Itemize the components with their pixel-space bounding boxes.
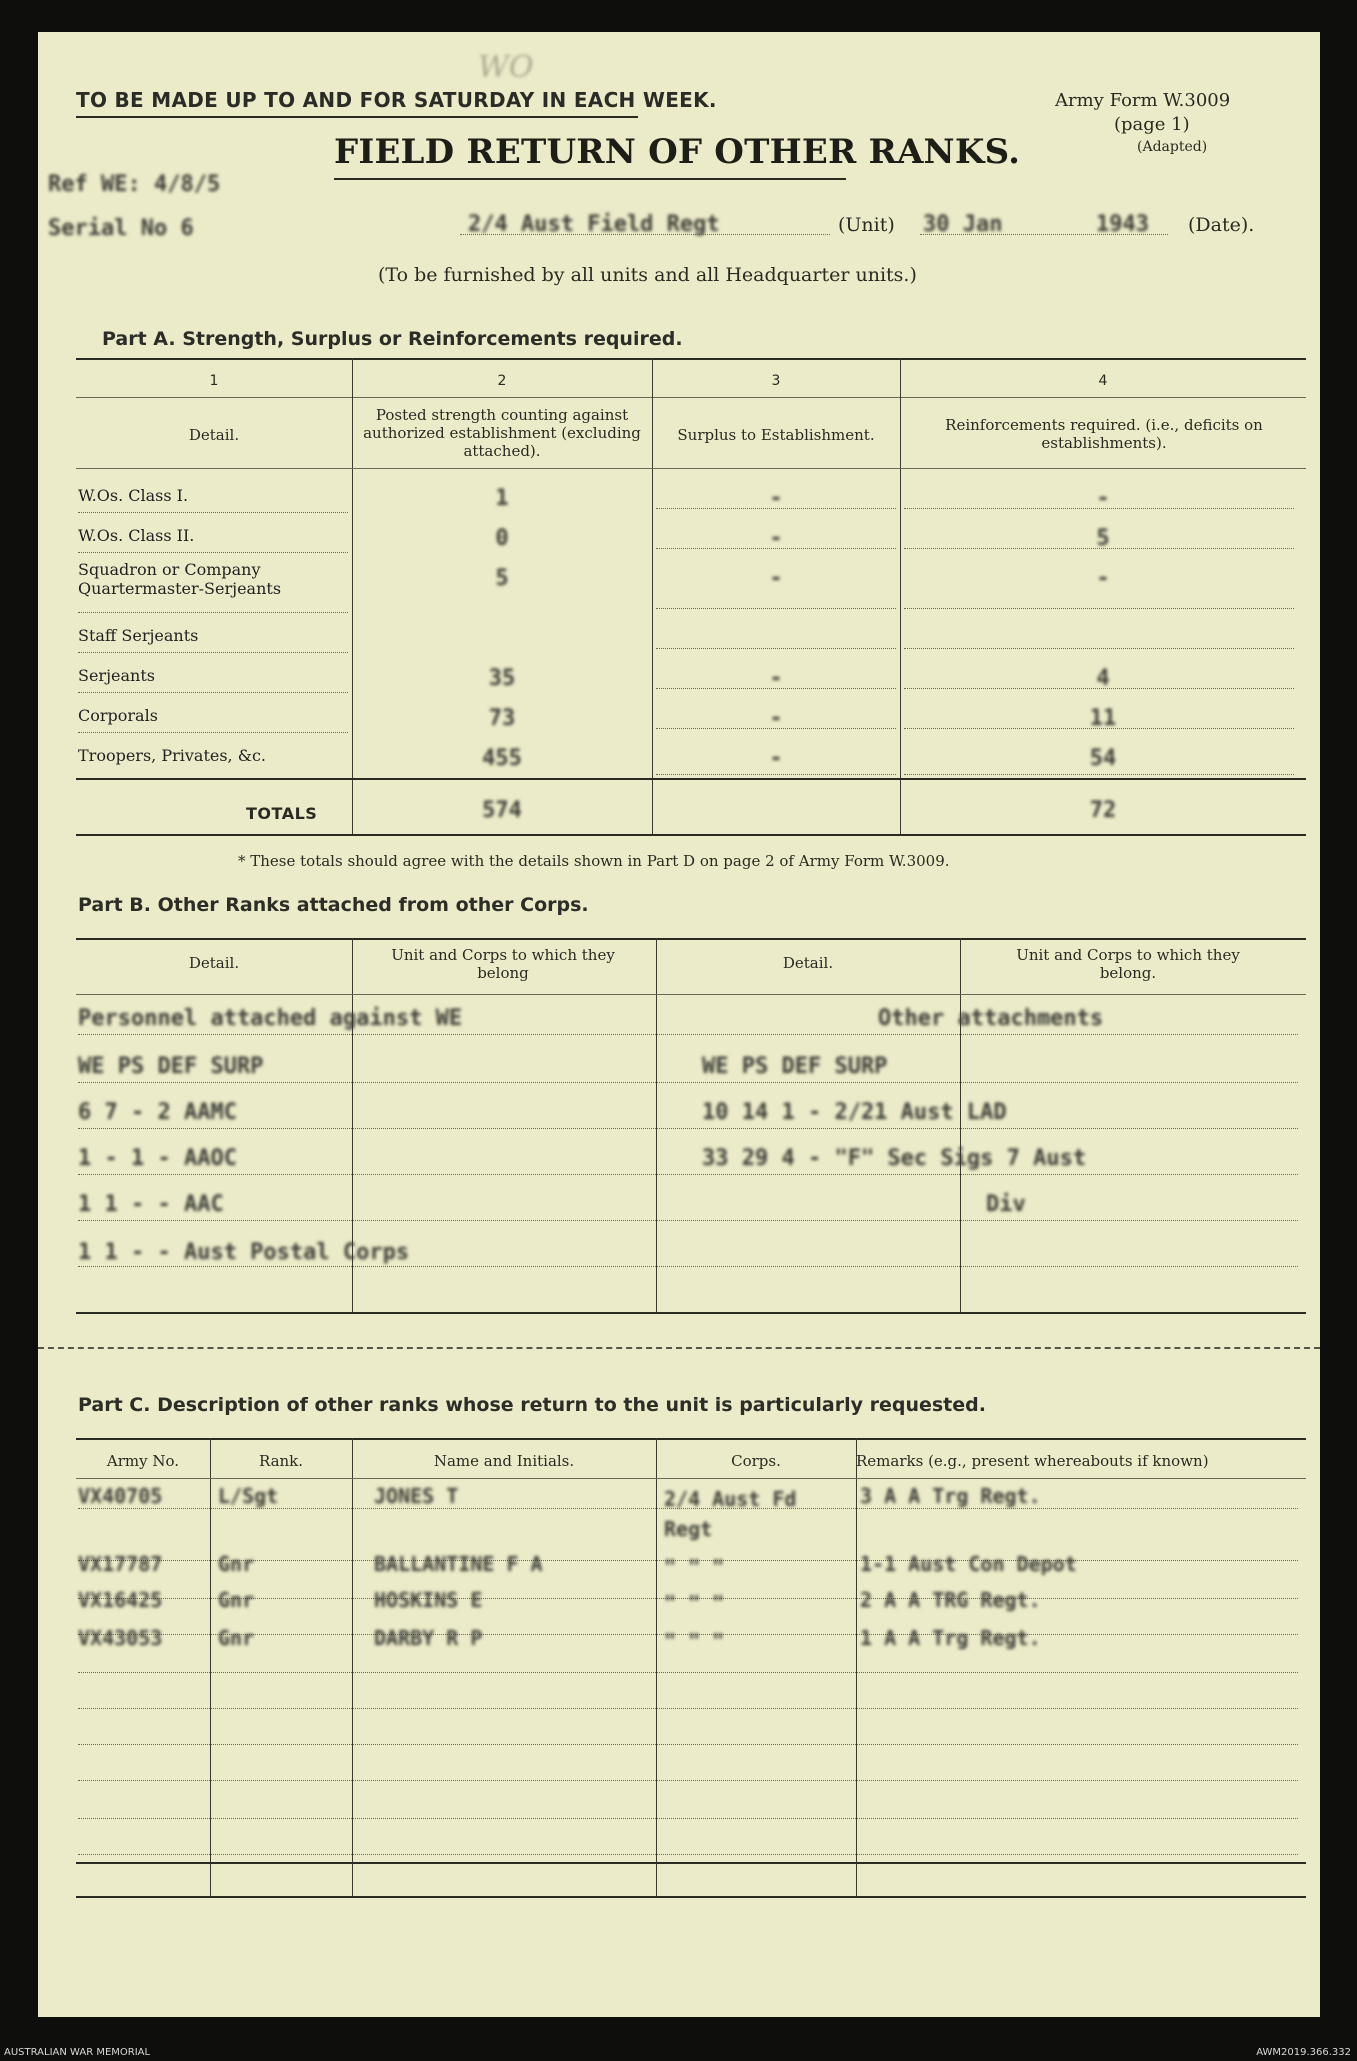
part-c-remarks: 1-1 Aust Con Depot: [860, 1552, 1077, 1576]
part-a-note: * These totals should agree with the details shown in Part D on page 2 of Army Form W.3009.: [238, 852, 950, 870]
part-a-row-label: W.Os. Class II.: [78, 526, 195, 545]
part-a-row-label: Serjeants: [78, 666, 155, 685]
part-b-title: Part B. Other Ranks attached from other Corps.: [78, 894, 589, 916]
page-title: FIELD RETURN OF OTHER RANKS.: [334, 132, 1021, 172]
part-a-surplus-value: -: [769, 706, 783, 731]
part-a-colnum-2: 2: [497, 373, 507, 389]
part-a-posted-value: 35: [488, 666, 516, 691]
part-c-rank: L/Sgt: [218, 1484, 279, 1508]
part-a-row-rule: [904, 548, 1294, 549]
part-a-row-rule: [78, 552, 348, 553]
part-b-header-detail-right: Detail.: [782, 954, 834, 972]
unit-value: 2/4 Aust Field Regt: [468, 212, 720, 237]
part-b-left-entry: WE PS DEF SURP: [78, 1054, 264, 1079]
part-b-header-rule: [76, 994, 1306, 995]
part-b-right-entry: Other attachments: [878, 1006, 1104, 1031]
part-c-bottom-rule: [76, 1896, 1306, 1898]
part-c-row-rule: [78, 1854, 1298, 1855]
part-c-row-rule: [78, 1708, 1298, 1709]
part-a-reinf-value: -: [1096, 486, 1110, 511]
part-a-bottom-rule: [76, 834, 1306, 836]
part-b-right-entry: Div: [986, 1192, 1026, 1217]
form-number: Army Form W.3009: [1055, 90, 1231, 111]
part-c-title: Part C. Description of other ranks whose return to the unit is particularly requested.: [78, 1394, 986, 1416]
instruction-line: TO BE MADE UP TO AND FOR SATURDAY IN EACH WEEK.: [76, 88, 717, 112]
part-c-header-rule: [76, 1478, 1306, 1479]
part-a-row-rule: [904, 608, 1294, 609]
part-c-remarks: 2 A A TRG Regt.: [860, 1588, 1041, 1612]
part-a-surplus-value: -: [769, 746, 783, 771]
part-c-army-no: VX43053: [78, 1626, 163, 1650]
unit-label: (Unit): [838, 214, 895, 236]
part-b-row-rule: [78, 1174, 1298, 1175]
part-b-row-rule: [78, 1082, 1298, 1083]
part-a-totals-rule: [76, 778, 1306, 780]
part-a-row-rule: [656, 548, 896, 549]
part-c-row-rule: [78, 1672, 1298, 1673]
part-c-remarks: 3 A A Trg Regt.: [860, 1484, 1041, 1508]
year-value: 1943: [1096, 212, 1149, 237]
part-a-row-rule: [656, 728, 896, 729]
part-a-row-rule: [656, 774, 896, 775]
part-b-top-rule: [76, 938, 1306, 940]
part-c-corps: " " ": [664, 1555, 725, 1579]
part-a-reinf-value: 54: [1089, 746, 1117, 771]
part-c-name: HOSKINS E: [374, 1588, 483, 1612]
part-a-surplus-value: -: [769, 666, 783, 691]
part-a-row-label: Staff Serjeants: [78, 626, 199, 645]
part-c-corps: 2/4 Aust Fd Regt: [664, 1487, 797, 1541]
form-paper: [38, 32, 1320, 2017]
part-c-row-rule: [78, 1780, 1298, 1781]
part-b-right-entry: 10 14 1 - 2/21 Aust LAD: [702, 1100, 1007, 1125]
part-a-row-rule: [78, 732, 348, 733]
part-a-row-rule: [78, 652, 348, 653]
part-a-row-rule: [78, 612, 348, 613]
part-a-top-rule: [76, 358, 1306, 360]
part-c-header-army-no: Army No.: [106, 1452, 180, 1470]
part-c-rank: Gnr: [218, 1552, 255, 1576]
part-a-row-rule: [656, 508, 896, 509]
footer-right: AWM2019.366.332: [1256, 2047, 1351, 2058]
part-a-posted-value: 1: [495, 486, 509, 511]
part-a-posted-value: 0: [495, 526, 509, 551]
footer-left: AUSTRALIAN WAR MEMORIAL: [4, 2047, 151, 2058]
part-b-left-entry: 1 - 1 - AAOC: [78, 1146, 237, 1171]
part-b-row-rule: [78, 1220, 1298, 1221]
part-a-row-label: Squadron or Company Quartermaster-Serjeants: [78, 560, 282, 598]
part-a-surplus-value: -: [769, 486, 783, 511]
part-b-left-entry: Personnel attached against WE: [78, 1006, 463, 1031]
part-b-header-detail-left: Detail.: [188, 954, 240, 972]
part-c-rank: Gnr: [218, 1626, 255, 1650]
unit-dotline: [460, 234, 830, 235]
date-value: 30 Jan: [923, 212, 1003, 237]
part-b-left-entry: 6 7 - 2 AAMC: [78, 1100, 237, 1125]
part-c-corps: " " ": [664, 1629, 725, 1653]
part-b-row-rule: [78, 1266, 1298, 1267]
part-c-top-rule: [76, 1438, 1306, 1440]
part-a-posted-value: 455: [482, 746, 522, 771]
part-a-header-posted: Posted strength counting against authorized establishment (excluding attached).: [363, 406, 641, 460]
form-adapted: (Adapted): [1137, 139, 1208, 155]
part-b-right-entry: 33 29 4 - "F" Sec Sigs 7 Aust: [702, 1146, 1087, 1171]
part-a-header-rule: [76, 468, 1306, 469]
part-c-header-corps: Corps.: [731, 1452, 781, 1470]
part-a-row-rule: [78, 692, 348, 693]
part-a-number-rule: [76, 397, 1306, 398]
part-c-name: DARBY R P: [374, 1626, 483, 1650]
part-c-lower-rule: [76, 1862, 1306, 1864]
part-a-row-label: Troopers, Privates, &c.: [78, 746, 267, 765]
part-b-row-rule: [78, 1128, 1298, 1129]
part-a-posted-value: 73: [488, 706, 516, 731]
part-b-header-unit-left: Unit and Corps to which they belong: [391, 946, 615, 982]
part-a-row-rule: [904, 728, 1294, 729]
date-dotline: [920, 234, 1168, 235]
part-a-row-rule: [904, 648, 1294, 649]
part-a-header-detail: Detail.: [188, 426, 240, 444]
part-c-col-divider-2: [352, 1438, 353, 1898]
part-c-corps: " " ": [664, 1591, 725, 1615]
totals-label: TOTALS: [246, 804, 318, 823]
part-a-posted-value: 5: [495, 566, 509, 591]
part-a-row-rule: [78, 512, 348, 513]
part-a-row-rule: [904, 688, 1294, 689]
title-underline: [334, 178, 846, 180]
part-b-right-entry: WE PS DEF SURP: [702, 1054, 888, 1079]
part-a-reinf-value: 11: [1089, 706, 1117, 731]
part-c-col-divider-3: [656, 1438, 657, 1898]
part-b-row-rule: [78, 1034, 1298, 1035]
totals-reinf: 72: [1089, 798, 1117, 823]
part-c-name: BALLANTINE F A: [374, 1552, 543, 1576]
part-a-colnum-1: 1: [209, 373, 219, 389]
part-a-colnum-4: 4: [1098, 373, 1108, 389]
part-c-row-rule: [78, 1744, 1298, 1745]
part-a-title: Part A. Strength, Surplus or Reinforcements required.: [102, 328, 683, 350]
part-a-reinf-value: 5: [1096, 526, 1110, 551]
part-a-row-label: Corporals: [78, 706, 158, 725]
part-a-header-reinf: Reinforcements required. (i.e., deficits on establishments).: [945, 416, 1263, 452]
part-c-header-remarks: Remarks (e.g., present whereabouts if known): [856, 1452, 1209, 1470]
part-c-col-divider-4: [856, 1438, 857, 1898]
part-c-army-no: VX16425: [78, 1588, 163, 1612]
part-a-row-rule: [656, 688, 896, 689]
part-b-left-entry: 1 1 - - AAC: [78, 1192, 224, 1217]
part-c-name: JONES T: [374, 1484, 459, 1508]
handwritten-mark: WO: [478, 50, 534, 85]
subtitle: (To be furnished by all units and all Headquarter units.): [378, 264, 917, 286]
part-c-remarks: 1 A A Trg Regt.: [860, 1626, 1041, 1650]
part-c-header-rank: Rank.: [258, 1452, 304, 1470]
date-label: (Date).: [1188, 214, 1255, 236]
part-a-reinf-value: 4: [1096, 666, 1110, 691]
serial-line: Serial No 6: [48, 216, 194, 241]
part-c-header-name: Name and Initials.: [433, 1452, 575, 1470]
part-b-left-entry: 1 1 - - Aust Postal Corps: [78, 1240, 410, 1265]
part-a-reinf-value: -: [1096, 566, 1110, 591]
totals-posted: 574: [482, 798, 522, 823]
part-c-rank: Gnr: [218, 1588, 255, 1612]
form-page: (page 1): [1114, 114, 1190, 135]
part-b-header-unit-right: Unit and Corps to which they belong.: [1016, 946, 1240, 982]
part-a-row-rule: [904, 774, 1294, 775]
part-c-row-rule: [78, 1818, 1298, 1819]
ref-line: Ref WE: 4/8/5: [48, 172, 221, 197]
part-b-bottom-rule: [76, 1312, 1306, 1314]
part-a-header-surplus: Surplus to Establishment.: [677, 426, 875, 444]
part-c-col-divider-1: [210, 1438, 211, 1898]
part-a-row-label: W.Os. Class I.: [78, 486, 189, 505]
part-a-surplus-value: -: [769, 566, 783, 591]
part-a-row-rule: [904, 508, 1294, 509]
part-c-army-no: VX40705: [78, 1484, 163, 1508]
cut-line: [38, 1347, 1320, 1349]
part-a-surplus-value: -: [769, 526, 783, 551]
instruction-underline: [76, 116, 638, 118]
part-a-row-rule: [656, 648, 896, 649]
part-c-army-no: VX17787: [78, 1552, 163, 1576]
part-a-row-rule: [656, 608, 896, 609]
part-a-colnum-3: 3: [771, 373, 781, 389]
